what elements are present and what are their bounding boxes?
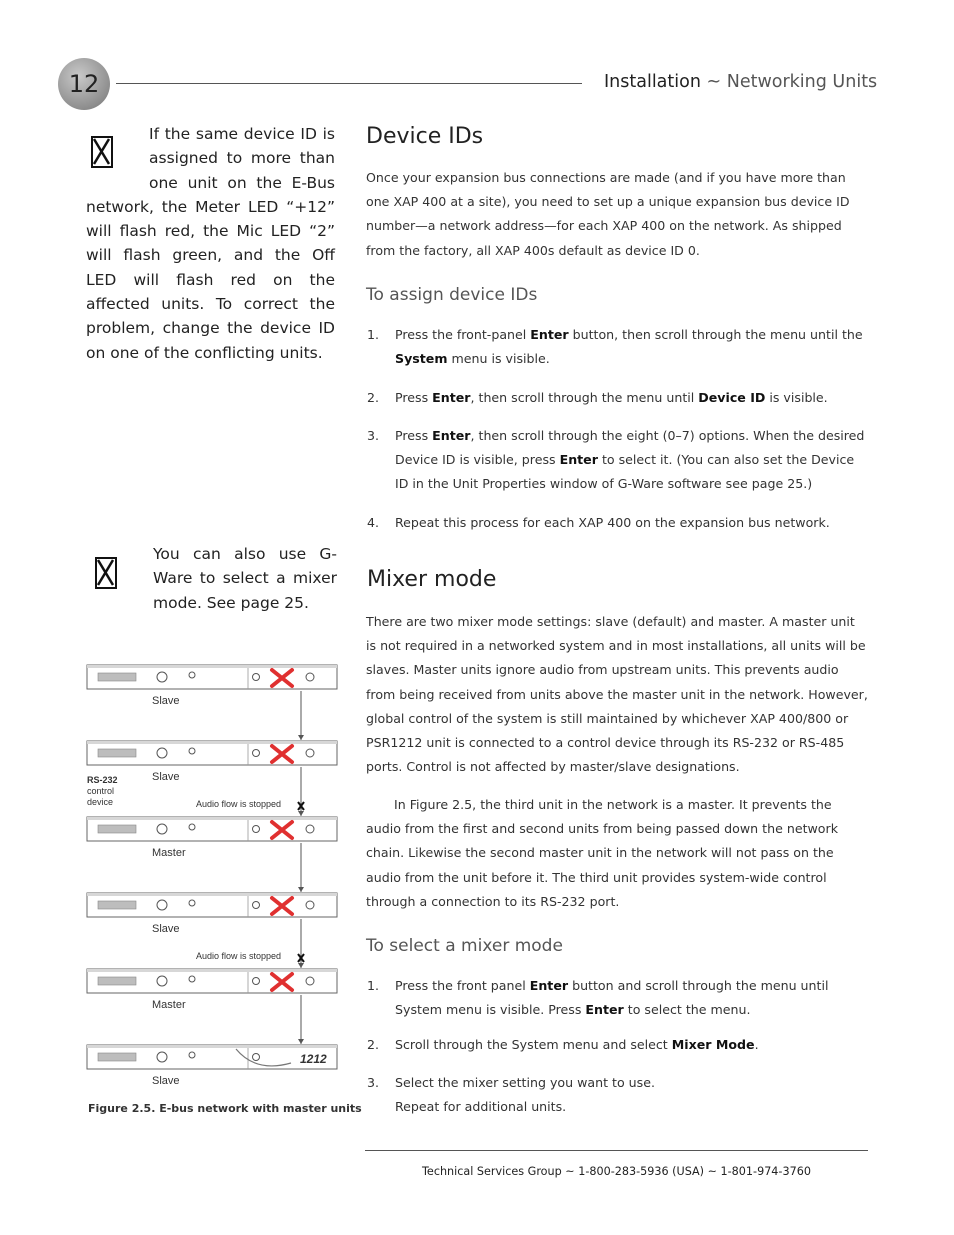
device-ids-intro: Once your expansion bus connections are made (and if you have more than one XAP 400 at a site), you need to set up a unique expansion bus device ID number—a network address—for each XAP 400 on the network. As shipped from the factory, all XAP 400s default as device ID 0.	[366, 170, 850, 258]
step-text: , then scroll through the menu until	[470, 390, 699, 405]
step-text: button, then scroll through the menu until the	[568, 327, 863, 342]
unit-knob	[157, 748, 167, 758]
step-bold-enter: Enter	[432, 390, 471, 405]
figure-ebus-network	[86, 660, 338, 1092]
unit-knob	[157, 900, 167, 910]
unit-display	[98, 749, 136, 757]
step-text: button and scroll through the menu until System menu is visible. Press	[395, 978, 829, 1018]
unit-button	[253, 978, 260, 985]
unit-jack	[306, 673, 314, 681]
mixer-step-2	[367, 1033, 867, 1057]
rack-unit-2	[87, 741, 337, 765]
rs232-label: control	[87, 786, 115, 796]
step-text: .	[754, 1037, 759, 1052]
mixer-mode-para2: In Figure 2.5, the third unit in the network is a master. It prevents the audio from the first and second units from being passed down the network chain. Likewise the second master unit in the network will not pass on the audio from the unit before it. The third unit provides system-wide control through a connection to its RS-232 port.	[366, 797, 838, 909]
step-bold-enter: Enter	[529, 978, 569, 993]
step-text: , then scroll through the eight (0–7) options. When the desired Device ID is visible, press	[395, 428, 865, 468]
audio-stopped-label: Audio flow is stopped	[196, 951, 282, 961]
footer-rule	[365, 1150, 868, 1151]
subheading-select-mixer-mode: To select a mixer mode	[366, 936, 563, 956]
mixer-step-3	[367, 1071, 867, 1119]
rs232-label: device	[87, 797, 114, 807]
step-text: menu is visible.	[447, 351, 550, 367]
unit-display	[98, 977, 136, 985]
mixer-mode-para1: There are two mixer mode settings: slave (default) and master. A master unit is not required in a networked system and in most installations, all units will be slaves. Master units ignore audio from upstream units. This prevents audio from being received from units above the master unit in the network. However, global control of the system is still maintained by whichever XAP 400/800 or PSR1212 unit is connected to a control device through its RS-232 or RS-485 ports. Control is not affected by master/slave designations.	[366, 614, 868, 775]
step-text: Repeat this process for each XAP 400 on the expansion bus network.	[395, 515, 830, 530]
note-duplicate-device-id	[86, 122, 335, 365]
unit-top-edge	[87, 817, 337, 820]
unit-top-edge	[87, 741, 337, 744]
unit-knob	[157, 976, 167, 986]
unit-mode-label: Slave	[152, 695, 180, 707]
unit-button	[253, 674, 260, 681]
step-bold-enter: Enter	[585, 1002, 624, 1018]
unit-button	[253, 750, 260, 757]
step-number: 3.	[367, 1075, 380, 1090]
step-number: 2.	[367, 390, 380, 405]
step-text: Press the front-panel	[395, 327, 531, 342]
heading-device-ids: Device IDs	[366, 124, 484, 149]
figure-caption: Figure 2.5. E-bus network with master units	[88, 1102, 362, 1115]
unit-display	[98, 825, 136, 833]
unit-top-edge	[87, 969, 337, 972]
step-bold-system: System	[395, 351, 448, 367]
step-bold-enter: Enter	[559, 452, 598, 468]
unit-knob	[157, 824, 167, 834]
unit-jack	[306, 977, 314, 985]
unit-button	[253, 902, 260, 909]
rack-unit-4	[87, 893, 337, 917]
step-text: Scroll through the System menu and select	[395, 1037, 672, 1052]
unit-display	[98, 673, 136, 681]
header-subsection: Networking Units	[726, 72, 878, 92]
footer-contact: Technical Services Group ~ 1-800-283-5936 (USA) ~ 1-801-974-3760	[422, 1165, 811, 1178]
step-number: 4.	[367, 515, 380, 530]
step-number: 1.	[367, 327, 380, 342]
unit-jack	[306, 825, 314, 833]
step-number: 1.	[367, 978, 380, 993]
device-step-2	[367, 386, 867, 410]
unit-led	[189, 1052, 195, 1058]
unit-led	[189, 672, 195, 678]
step-number: 3.	[367, 428, 380, 443]
step-bold-enter: Enter	[530, 327, 569, 342]
header-section: Installation	[604, 72, 701, 92]
step-text: is visible.	[765, 390, 828, 405]
step-text: to select it. (You can also set the Device ID in the Unit Properties window of G-Ware software see page 25.)	[395, 452, 855, 492]
unit-mode-label: Master	[152, 847, 186, 859]
device-step-4	[367, 511, 867, 535]
unit-top-edge	[87, 665, 337, 668]
header-rule	[116, 83, 582, 84]
connector-arrow	[298, 887, 304, 892]
ebus-network-diagram	[86, 660, 338, 1092]
connector-arrow	[298, 811, 304, 816]
step-number: 2.	[367, 1037, 380, 1052]
unit-model-label: 1212	[300, 1052, 327, 1066]
rack-unit-1	[87, 665, 337, 689]
unit-led	[189, 748, 195, 754]
note-x-icon-2	[95, 557, 117, 589]
connector-arrow	[298, 735, 304, 740]
note1-text: If the same device ID is assigned to more than one unit on the E-Bus network, the Meter LED “+12” will flash red, the Mic LED “2” will flash green, and the Off LED will flash red on the affected units. To correct the problem, change the device ID on one of the conflicting units.	[86, 125, 335, 362]
step-bold-mixer-mode: Mixer Mode	[671, 1037, 755, 1052]
step-text: Press	[395, 390, 433, 405]
rack-unit-3	[87, 817, 337, 841]
subheading-assign-device-ids: To assign device IDs	[366, 285, 538, 305]
unit-led	[189, 976, 195, 982]
unit-display	[98, 1053, 136, 1061]
unit-knob	[157, 672, 167, 682]
step-text: Select the mixer setting you want to use.	[395, 1075, 655, 1090]
unit-top-edge	[87, 1045, 337, 1048]
unit-mode-label: Slave	[152, 923, 180, 935]
unit-mode-label: Master	[152, 999, 186, 1011]
unit-jack	[306, 901, 314, 909]
connector-arrow	[298, 963, 304, 968]
unit-display	[98, 901, 136, 909]
audio-stopped-label: Audio flow is stopped	[196, 799, 282, 809]
header-separator: ~	[700, 72, 727, 92]
page-header-title	[604, 72, 877, 92]
step-bold-enter: Enter	[432, 428, 471, 443]
step-text: Press the front panel	[395, 978, 530, 993]
device-step-3	[367, 424, 867, 497]
rack-unit-5	[87, 969, 337, 993]
rs232-label: RS-232	[87, 775, 118, 785]
step-bold-device-id: Device ID	[698, 390, 766, 405]
unit-button	[253, 1054, 260, 1061]
unit-mode-label: Slave	[152, 1075, 180, 1087]
mixer-step-1	[367, 974, 869, 1022]
unit-knob	[157, 1052, 167, 1062]
device-step-1	[367, 323, 867, 371]
note-gware-mixer	[153, 542, 337, 615]
rack-unit-6	[87, 1045, 337, 1069]
connector-arrow	[298, 1039, 304, 1044]
heading-mixer-mode: Mixer mode	[367, 567, 497, 592]
step-text: to select the menu.	[623, 1002, 751, 1018]
unit-jack	[306, 749, 314, 757]
step-text: Press	[395, 428, 433, 443]
note2-text: You can also use G-Ware to select a mixer mode. See page 25.	[153, 545, 337, 612]
page-number-badge: 12	[58, 58, 110, 110]
unit-mode-label: Slave	[152, 771, 180, 783]
step-text: Repeat for additional units.	[395, 1099, 567, 1115]
unit-button	[253, 826, 260, 833]
unit-led	[189, 824, 195, 830]
unit-top-edge	[87, 893, 337, 896]
unit-led	[189, 900, 195, 906]
